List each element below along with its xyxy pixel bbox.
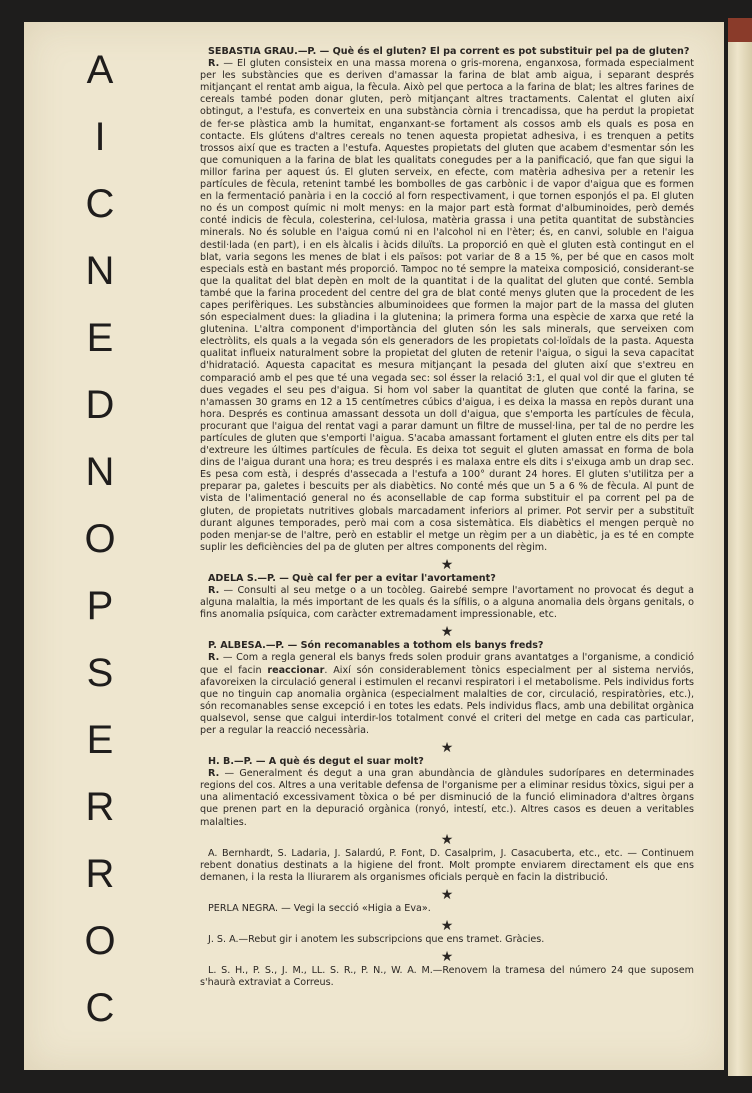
- short-reply: J. S. A.—Rebut gir i anotem les subscripcions que ens tramet. Gràcies.: [208, 934, 545, 945]
- question-heading: H. B.—P. — A què és degut el suar molt?: [208, 756, 424, 768]
- banner-letter: R: [85, 852, 115, 896]
- banner-letter: R: [85, 785, 115, 829]
- answer-body: — Generalment és degut a una gran abundància de glàndules sudorípares en determinades regions del cos. Altres a una veritable defensa de l'organisme per a eliminar residus tòxics, sigui per a una alimentació excessivament tòxica o bé per disminució de la funció eliminadora d'altres òrgans que prenen part en la depuració orgànica (ronyó, intestí, etc.). Altres casos es deuen a veritables malalties.: [200, 768, 694, 828]
- star-separator-icon: ★: [440, 918, 454, 934]
- answer-text: [200, 585, 694, 621]
- banner-letter: P: [86, 584, 114, 628]
- answer-marker: R.: [208, 58, 220, 70]
- banner-letter: C: [85, 986, 115, 1030]
- banner-letter: N: [85, 450, 115, 494]
- adjacent-page-edge: [728, 18, 752, 1076]
- short-reply: L. S. H., P. S., J. M., LL. S. R., P. N., W. A. M.—Renovem la tramesa del número 24 que suposem s'haurà extraviat a Correus.: [200, 965, 694, 989]
- banner-letter: S: [86, 651, 114, 695]
- correspondence-column: [200, 46, 694, 989]
- star-separator-icon: ★: [440, 886, 454, 903]
- letter-entry: [200, 573, 694, 621]
- banner-letter: I: [94, 115, 106, 159]
- answer-text: [200, 768, 694, 828]
- banner-letter: A: [86, 48, 114, 92]
- letter-entry: [200, 640, 694, 737]
- letter-entry: [200, 46, 694, 554]
- short-reply: PERLA NEGRA. — Vegi la secció «Higia a Eva».: [208, 902, 431, 914]
- banner-letter: C: [85, 182, 115, 226]
- answer-marker: R.: [208, 652, 220, 664]
- answer-marker: R.: [208, 768, 220, 780]
- answer-body: . Així són considerablement tònics especialment per al sistema nerviós, afavoreixen la circulació general i estimulen el recanvi respiratori i el metabolisme. Pels individus forts que no tinguin cap anomalia orgànica (especialment malalties de cor, circulació, respiratòries, etc.), són recomanables sense excepció i en totes les edats. Pels individus flacs, amb una debilitat orgànica qualsevol, sense que calgui interdir-los totalment convé el criteri del metge en cada cas particular, per a regular la reacció necessària.: [200, 664, 694, 736]
- answer-body: — Com a regla general els banys freds solen produir grans avantatges a l'organisme, a condició que el facin: [200, 652, 694, 676]
- question-heading: P. ALBESA.—P. — Són recomanables a tothom els banys freds?: [208, 640, 544, 652]
- answer-text: [200, 58, 694, 554]
- banner-letter: D: [85, 383, 115, 427]
- star-separator-icon: ★: [440, 949, 454, 966]
- banner-letter: E: [86, 316, 114, 360]
- answer-text: [200, 652, 694, 737]
- letter-entry: [200, 756, 694, 829]
- star-separator-icon: ★: [440, 831, 454, 848]
- banner-letter: O: [84, 919, 116, 963]
- question-heading: SEBASTIA GRAU.—P. — Què és el gluten? El pa corrent es pot substituir pel pa de gluten?: [208, 46, 690, 57]
- question-heading: ADELA S.—P. — Què cal fer per a evitar l'avortament?: [208, 572, 496, 584]
- banner-letter: N: [85, 249, 115, 293]
- star-separator-icon: ★: [440, 740, 454, 757]
- answer-body: — El gluten consisteix en una massa morena o gris-morena, enganxosa, formada especialment per les substàncies que es deriven d'amassar la farina de blat amb aigua, i separant després mitjançant el rentat amb aigua, la fècula. Això pel que pertoca a la farina de blat; les altres farines de cereals també poden donar gluten, però mitjançant altres tractaments. Calentat el gluten així obtingut, a l'estufa, es converteix en una substància còrnia i trencadissa, que ha perdut la propietat de fer-se plàstica amb la humitat, enganxant-se fortament als cossos amb els quals es posa en contacte. Els glútens d'altres cereals no tenen aquesta propietat adhesiva, i es trenquen a petits trossos així que es tracten a l'estufa. Aquestes propietats del gluten que acabem d'esmentar són les que comuniquen a la farina de blat les qualitats conegudes per a la panificació, que fan que sigui la millor farina per aquest ús. El gluten serveix, en efecte, com matèria adhesiva per a retenir les partícules de fècula, retenint també les bombolles de gas carbònic i de vapor d'aigua que es formen en la fermentació panària i en la cocció al forn respectivament, i que tornen esponjós el pa. El gluten no és un compost químic ni molt menys: en la major part està format d'albuminoides, però demés conté indicis de fècula, colesterina, cel·lulosa, matèria grassa i una petita quantitat de substàncies minerals. No és soluble en l'aigua comú ni en l'alcohol ni en l'èter; és, en canvi, soluble en l'aigua destil·lada (en part), i en els àlcalis i àcids diluïts. La proporció en què el gluten està contingut en el blat, varia segons les menes de blat i els països: pot variar de 8 a 15 %, per bé que en casos molt especials està en bastant més proporció. Tampoc no té sempre la mateixa composició, considerant-se que la qualitat del blat depèn en molt de la quantitat i de la qualitat del gluten que conté. Sembla també que la farina procedent del centre del gra de blat conté menys gluten que la procedent de les capes perifèriques. Les substàncies albuminoidees que formen la major part de la massa del gluten són especialment dues: la gliadina i la glutenina; la primera forma una espècie de xarxa que reté la glutenina. L'altra component d'importància del gluten són les sals minerals, que serveixen com electròlits, els quals a la vegada són els generadors de les propietats col·loïdals de la pasta. Aquesta qualitat influeix naturalment sobre la propietat del gluten de retenir l'aigua, o sigui la seva capacitat d'hidratació. Aquesta capacitat es mesura mitjançant la pesada del gluten així que s'extreu en comparació amb el pes que té una vegada sec: sol ésser la relació 3:1, el qual vol dir que el gluten té dues vegades el seu pes d'aigua. Si hom vol saber la quantitat de gluten que conté la farina, se n'amassen 30 grams en 12 a 15 centímetres cúbics d'aigua, i es deixa la massa en repòs durant una hora. Després es continua amassant dessota un doll d'aigua, que s'emporta les partícules de fècula, procurant que l'aigua del rentat vagi a parar damunt un filtre de mussel·lina, per tal de no perdre les partícules de gluten que s'emporti l'aigua. S'acaba amassant fortament el gluten entre els dits per tal d'extreure les últimes partícules de fècula. Es deixa tot seguit el gluten amassat en forma de bola dins de l'aigua durant una hora; es treu després i es malaxa entre els dits i s'eixuga amb un drap sec. Es pesa com està, i després d'assecada a l'estufa a 100° durant 24 hores. El gluten s'utilitza per a preparar pa, galetes i bescuits per als diabètics. No conté més que un 5 a 6 % de fècula. Al punt de vista de l'alimentació general no és aconsellable de cap forma substituir el pa corrent pel pa de gluten, de propietats nutritives globals marcadament inferiors al primer. Pot servir per a substituït durant algunes temporades, però mai com a cosa sistemàtica. Els diabètics el mengen perquè no poden menjar-se de l'altre, però en establir el metge un règim per a un diabètic, ja es té en compte suplir les deficiències del pa de gluten per altres components del règim.: [200, 58, 694, 553]
- answer-emphasis: reaccionar: [267, 664, 325, 676]
- star-separator-icon: ★: [440, 556, 454, 573]
- banner-letter: E: [86, 718, 114, 762]
- answer-body: — Consulti al seu metge o a un tocòleg. Gairebé sempre l'avortament no provocat és degut a alguna malaltia, la més important de les quals és la sífilis, o a alguna anomalia dels òrgans genitals, o fins anomalia psíquica, com caràcter extremadament impressionable, etc.: [200, 585, 694, 621]
- answer-marker: R.: [208, 585, 220, 597]
- short-reply: A. Bernhardt, S. Ladaria, J. Salardú, P. Font, D. Casalprim, J. Casacuberta, etc., etc. — Continuem rebent donatius destinats a la higiene del front. Molt prompte enviarem directament els que ens demanen, i la resta la lliurarem als organismes oficials perquè en facin la distribució.: [200, 847, 694, 883]
- page-tab-marker: [728, 18, 752, 42]
- section-banner-correspondencia: [78, 48, 122, 1028]
- star-separator-icon: ★: [440, 624, 454, 641]
- banner-letter: O: [84, 517, 116, 561]
